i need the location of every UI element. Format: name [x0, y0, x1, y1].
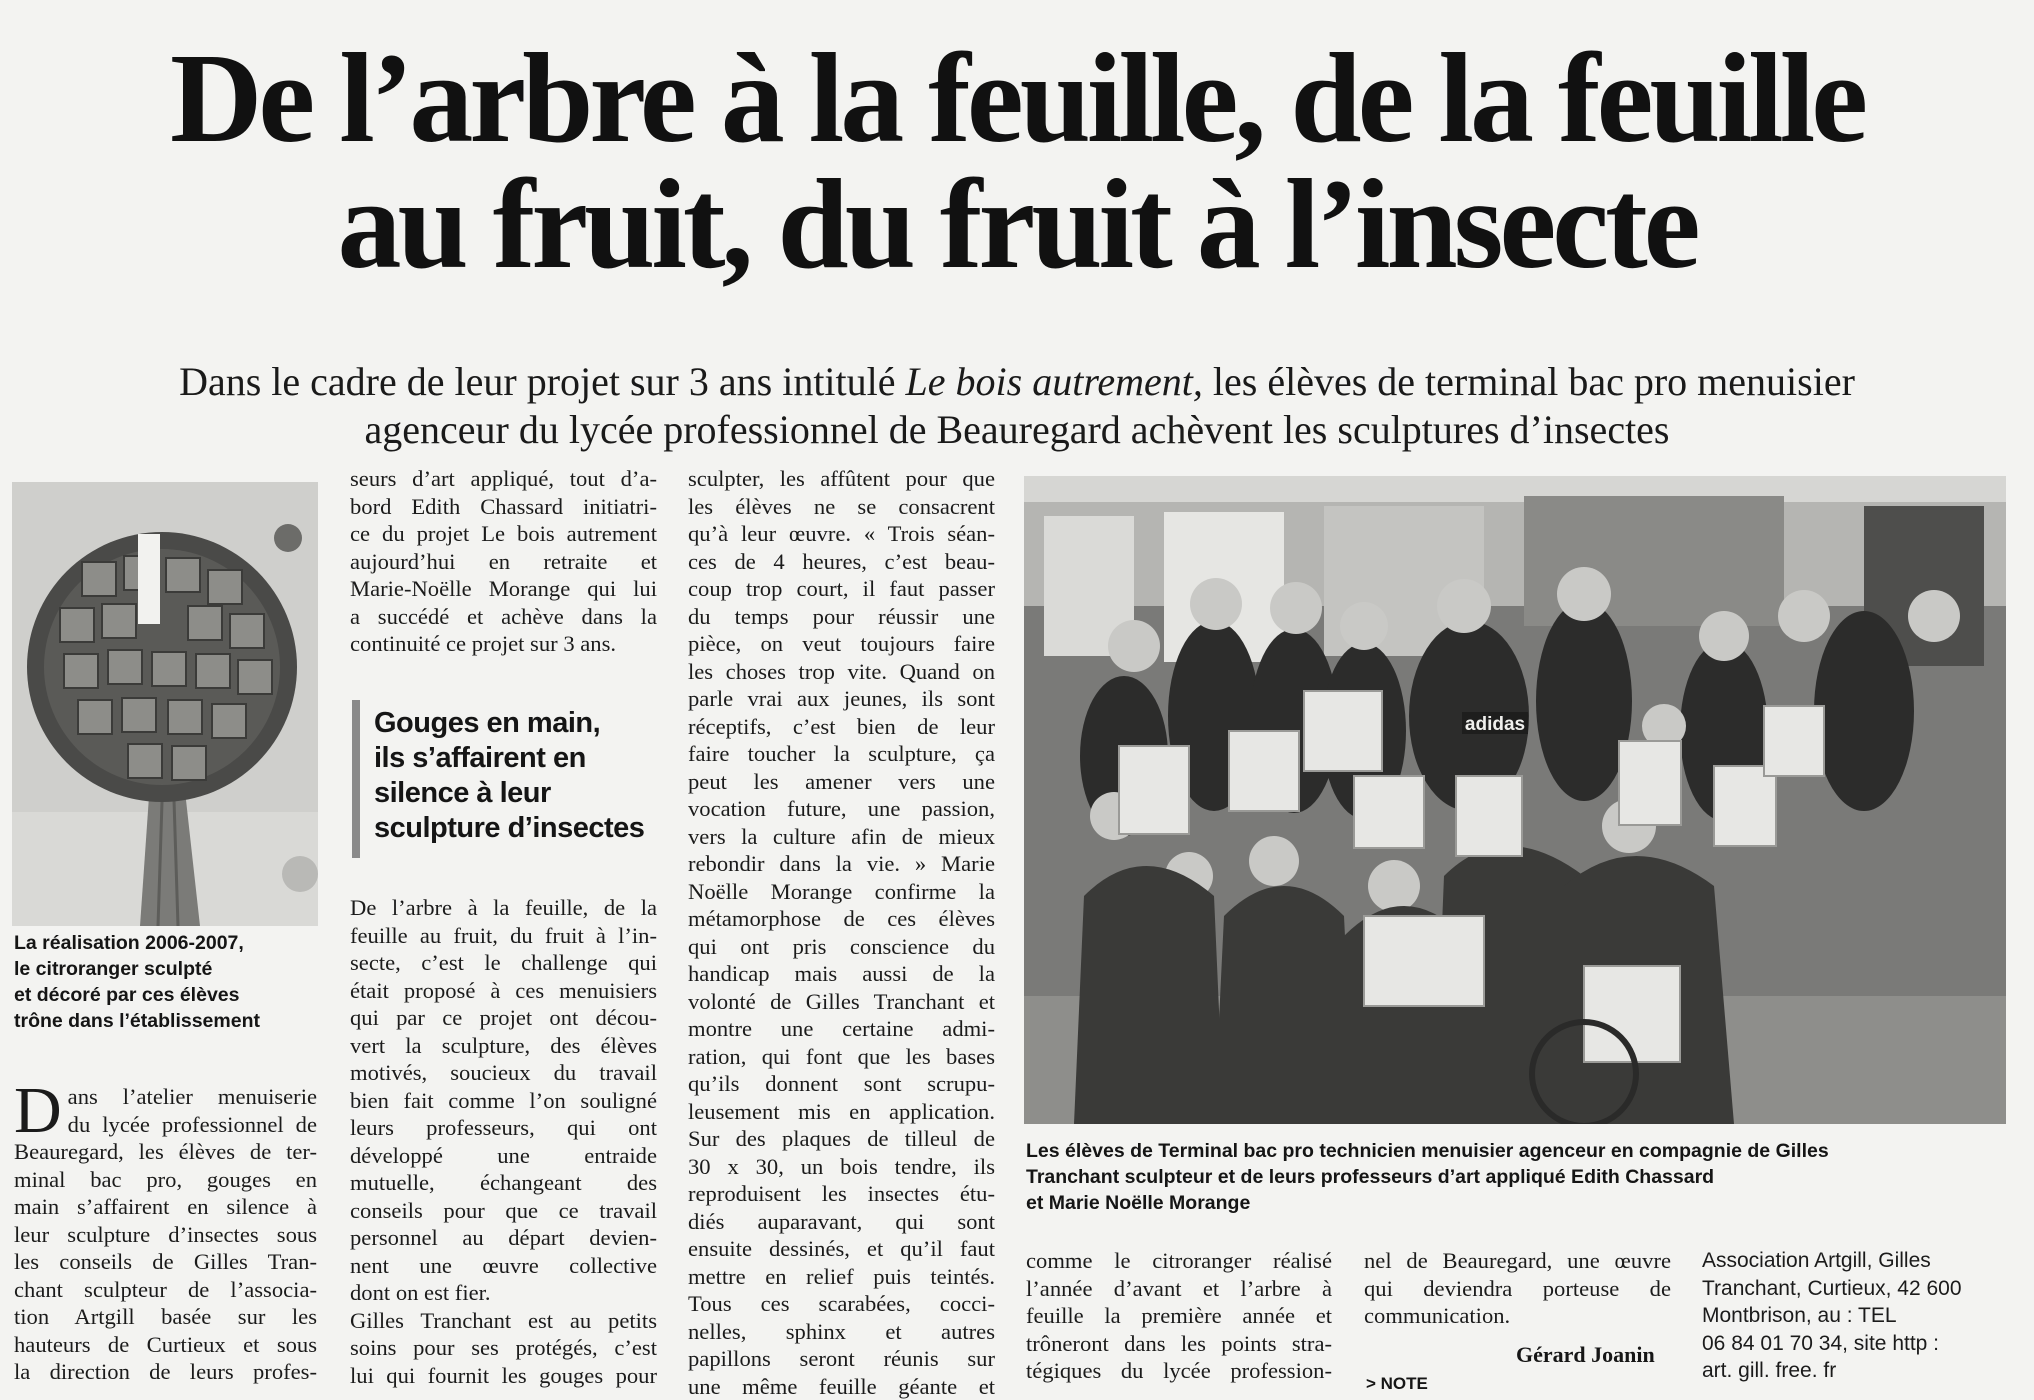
text-line: métamorphose de ces élèves	[688, 905, 995, 933]
text-line: ans l’atelier menuiserie	[14, 1083, 317, 1111]
text-line: motivés, soucieux du travail	[350, 1059, 657, 1087]
subhead-text: Dans le cadre de leur projet sur 3 ans intitulé	[179, 359, 905, 404]
pullquote-line: ils s’affairent en	[374, 741, 664, 776]
text-line: qui par ce projet ont décou-	[350, 1004, 657, 1032]
text-line: ce du projet Le bois autrement	[350, 520, 657, 548]
group-photo-caption	[1026, 1138, 1829, 1216]
pullquote	[374, 706, 664, 846]
text-line: personnel au départ devien-	[350, 1224, 657, 1252]
article-column-2-bottom	[350, 894, 657, 1389]
text-line: continuité ce projet sur 3 ans.	[350, 630, 657, 658]
text-line: qui ont pris conscience du	[688, 933, 995, 961]
text-line: leurs professeurs, qui ont	[350, 1114, 657, 1142]
text-line: qu’ils donnent sont scrupu-	[688, 1070, 995, 1098]
text-line: Noëlle Morange confirme la	[688, 878, 995, 906]
text-line: les conseils de Gilles Tran-	[14, 1248, 317, 1276]
contact-line: Association Artgill, Gilles	[1702, 1247, 1962, 1275]
text-line: bien fait comme l’on souligné	[350, 1087, 657, 1115]
caption-line: trône dans l’établissement	[14, 1008, 260, 1034]
text-line: sculpter, les affûtent pour que	[688, 465, 995, 493]
article-column-5	[1364, 1247, 1671, 1330]
text-line: feuille la première année et	[1026, 1302, 1332, 1330]
text-line: les élèves ne se consacrent	[688, 493, 995, 521]
text-line: mettre en relief puis teintés.	[688, 1263, 995, 1291]
text-line: communication.	[1364, 1302, 1671, 1330]
caption-line: et décoré par ces élèves	[14, 982, 260, 1008]
text-line: seurs d’art appliqué, tout d’a-	[350, 465, 657, 493]
text-line: réceptifs, c’est bien de leur	[688, 713, 995, 741]
caption-line: Tranchant sculpteur et de leurs professeurs d’art appliqué Edith Chassard	[1026, 1164, 1829, 1190]
article-column-4	[1026, 1247, 1332, 1385]
contact-line: art. gill. free. fr	[1702, 1357, 1962, 1385]
headline-line-1: De l’arbre à la feuille, de la feuille	[0, 34, 2034, 162]
text-line: du temps pour réussir une	[688, 603, 995, 631]
caption-line: le citroranger sculpté	[14, 956, 260, 982]
contact-line: Montbrison, au : TEL	[1702, 1302, 1962, 1330]
headline-line-2: au fruit, du fruit à l’insecte	[0, 160, 2034, 288]
group-photo	[1024, 476, 2006, 1124]
text-line: qu’à leur œuvre. « Trois séan-	[688, 520, 995, 548]
caption-line: et Marie Noëlle Morange	[1026, 1190, 1829, 1216]
subhead-line-2: agenceur du lycée professionnel de Beauregard achèvent les sculptures d’insectes	[0, 410, 2034, 450]
article-column-1	[14, 1083, 317, 1386]
text-line: ration, qui font que les bases	[688, 1043, 995, 1071]
text-line: minal bac pro, gouges en	[14, 1166, 317, 1194]
text-line: une même feuille géante et	[688, 1373, 995, 1400]
text-line: montre une certaine admi-	[688, 1015, 995, 1043]
tree-sculpture-photo	[12, 482, 318, 926]
text-line: aujourd’hui en retraite et	[350, 548, 657, 576]
text-line: vert la sculpture, des élèves	[350, 1032, 657, 1060]
text-line: reproduisent les insectes étu-	[688, 1180, 995, 1208]
text-line: secte, c’est le challenge qui	[350, 949, 657, 977]
text-line: ensuite dessinés, et qu’il faut	[688, 1235, 995, 1263]
text-line: dont on est fier.	[350, 1279, 657, 1307]
text-line: du lycée professionnel de	[14, 1111, 317, 1139]
text-line: papillons seront réunis sur	[688, 1345, 995, 1373]
text-line: mutuelle, échangeant des	[350, 1169, 657, 1197]
text-line: lui qui fournit les gouges pour	[350, 1362, 657, 1390]
text-line: peut les amener vers une	[688, 768, 995, 796]
text-line: coup trop court, il faut passer	[688, 575, 995, 603]
text-line: nelles, sphinx et autres	[688, 1318, 995, 1346]
article-column-2-top	[350, 465, 657, 658]
text-line: Sur des plaques de tilleul de	[688, 1125, 995, 1153]
text-line: tégiques du lycée profession-	[1026, 1357, 1332, 1385]
text-line: bord Edith Chassard initiatri-	[350, 493, 657, 521]
pullquote-line: Gouges en main,	[374, 706, 664, 741]
text-line: Beauregard, les élèves de ter-	[14, 1138, 317, 1166]
author-byline: Gérard Joanin	[1516, 1342, 1655, 1368]
text-line: vers la culture afin de mieux	[688, 823, 995, 851]
text-line: De l’arbre à la feuille, de la	[350, 894, 657, 922]
shirt-logo-text: adidas	[1465, 714, 1525, 735]
tree-photo-caption	[14, 930, 260, 1034]
text-line: ces de 4 heures, c’est beau-	[688, 548, 995, 576]
text-line: rebondir dans la vie. » Marie	[688, 850, 995, 878]
text-line: Marie-Noëlle Morange qui lui	[350, 575, 657, 603]
contact-line: Tranchant, Curtieux, 42 600	[1702, 1275, 1962, 1303]
text-line: vocation future, une passion,	[688, 795, 995, 823]
contact-line: 06 84 01 70 34, site http :	[1702, 1330, 1962, 1358]
text-line: comme le citroranger réalisé	[1026, 1247, 1332, 1275]
subhead-project-title: Le bois autrement,	[906, 359, 1203, 404]
text-line: nel de Beauregard, une œuvre	[1364, 1247, 1671, 1275]
text-line: feuille au fruit, du fruit à l’in-	[350, 922, 657, 950]
text-line: diés auparavant, qui sont	[688, 1208, 995, 1236]
text-line: hauteurs de Curtieux et sous	[14, 1331, 317, 1359]
text-line: parle vrai aux jeunes, ils sont	[688, 685, 995, 713]
text-line: Gilles Tranchant est au petits	[350, 1307, 657, 1335]
text-line: soins pour ses protégés, c’est	[350, 1334, 657, 1362]
text-line: l’année d’avant et l’arbre à	[1026, 1275, 1332, 1303]
text-line: main s’affairent en silence à	[14, 1193, 317, 1221]
text-line: chant sculpteur de l’associa-	[14, 1276, 317, 1304]
text-line: 30 x 30, un bois tendre, ils	[688, 1153, 995, 1181]
contact-info	[1702, 1247, 1962, 1385]
text-line: volonté de Gilles Tranchant et	[688, 988, 995, 1016]
text-line: leur sculpture d’insectes sous	[14, 1221, 317, 1249]
article-column-3	[688, 465, 995, 1400]
text-line: conseils pour que ce travail	[350, 1197, 657, 1225]
text-line: a succédé et achève dans la	[350, 603, 657, 631]
text-line: Tous ces scarabées, cocci-	[688, 1290, 995, 1318]
text-line: nent une œuvre collective	[350, 1252, 657, 1280]
text-line: leusement mis en application.	[688, 1098, 995, 1126]
text-line: handicap mais aussi de la	[688, 960, 995, 988]
text-line: faire toucher la sculpture, ça	[688, 740, 995, 768]
pullquote-bar	[352, 700, 360, 858]
drop-cap: D	[14, 1085, 62, 1137]
caption-line: Les élèves de Terminal bac pro technicien menuisier agenceur en compagnie de Gilles	[1026, 1138, 1829, 1164]
note-label: > NOTE	[1366, 1374, 1428, 1394]
text-line: était proposé à ces menuisiers	[350, 977, 657, 1005]
pullquote-line: silence à leur	[374, 776, 664, 811]
text-line: trôneront dans les points stra-	[1026, 1330, 1332, 1358]
caption-line: La réalisation 2006-2007,	[14, 930, 260, 956]
subhead-line-1	[0, 362, 2034, 402]
subhead-text: les élèves de terminal bac pro menuisier	[1203, 359, 1855, 404]
text-line: tion Artgill basée sur les	[14, 1303, 317, 1331]
text-line: développé une entraide	[350, 1142, 657, 1170]
text-line: les choses trop vite. Quand on	[688, 658, 995, 686]
text-line: la direction de leurs profes-	[14, 1358, 317, 1386]
pullquote-line: sculpture d’insectes	[374, 811, 664, 846]
text-line: qui deviendra porteuse de	[1364, 1275, 1671, 1303]
text-line: pièce, on veut toujours faire	[688, 630, 995, 658]
